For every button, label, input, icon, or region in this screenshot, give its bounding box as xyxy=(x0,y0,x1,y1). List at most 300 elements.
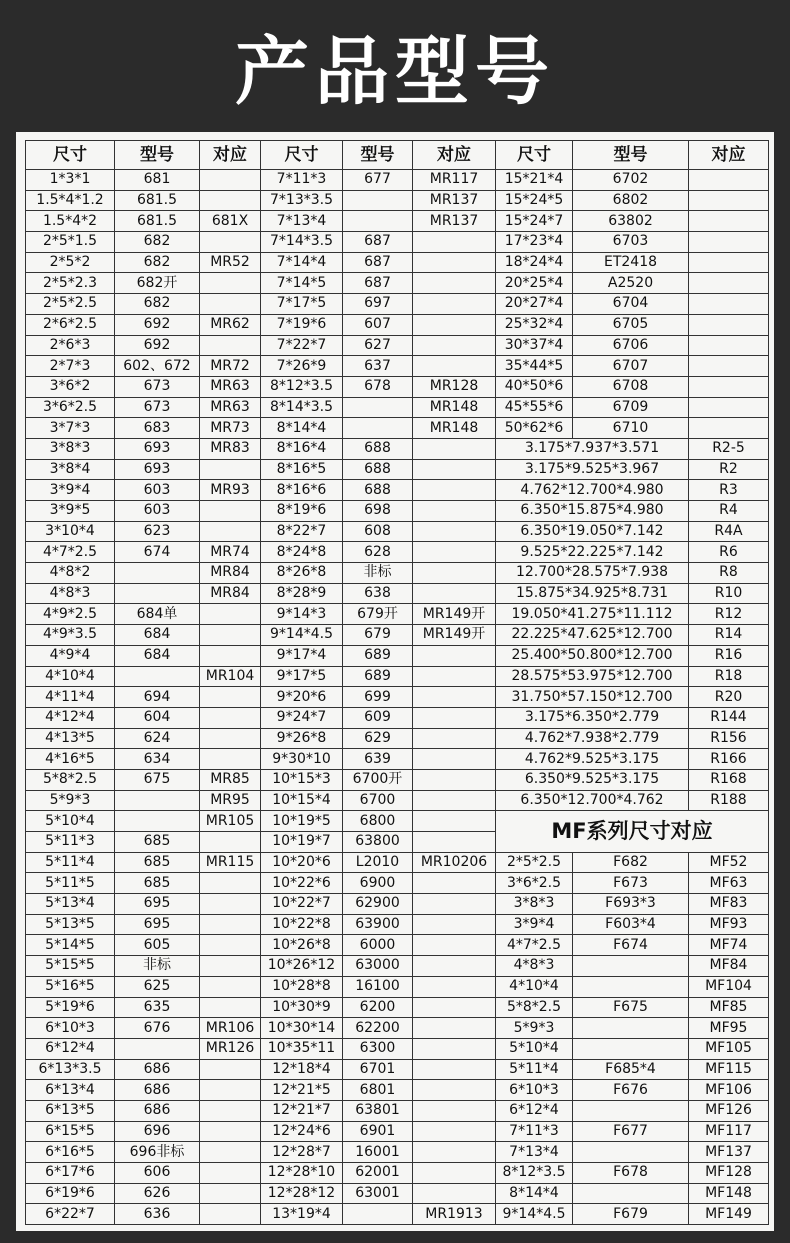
table-cell: MF93 xyxy=(689,914,769,935)
table-cell: MF137 xyxy=(689,1142,769,1163)
table-cell: 685 xyxy=(115,873,200,894)
table-cell: 6900 xyxy=(343,873,413,894)
table-cell: 5*11*3 xyxy=(26,832,115,853)
table-cell: 694 xyxy=(115,687,200,708)
table-cell xyxy=(413,252,496,273)
model-table xyxy=(25,140,769,1225)
table-cell: 684 xyxy=(115,645,200,666)
table-cell: 607 xyxy=(343,314,413,335)
table-cell xyxy=(115,811,200,832)
table-cell: 4*10*4 xyxy=(496,976,573,997)
table-cell: 629 xyxy=(343,728,413,749)
table-cell: F676 xyxy=(573,1080,689,1101)
table-cell: R6 xyxy=(689,542,769,563)
table-cell: 4*8*2 xyxy=(26,563,115,584)
table-cell: 6*13*4 xyxy=(26,1080,115,1101)
table-cell xyxy=(689,232,769,253)
table-row xyxy=(26,501,769,522)
table-cell: 62900 xyxy=(343,894,413,915)
table-cell: 6709 xyxy=(573,397,689,418)
table-cell: 4*8*3 xyxy=(26,583,115,604)
table-cell: 688 xyxy=(343,438,413,459)
table-cell: MR148 xyxy=(413,418,496,439)
table-row xyxy=(26,645,769,666)
table-cell: R14 xyxy=(689,625,769,646)
table-cell xyxy=(413,356,496,377)
table-cell: F675 xyxy=(573,997,689,1018)
table-row xyxy=(26,170,769,191)
table-row xyxy=(26,356,769,377)
table-cell: 10*15*3 xyxy=(261,769,343,790)
table-cell: 16001 xyxy=(343,1142,413,1163)
table-cell: R2-5 xyxy=(689,438,769,459)
table-cell xyxy=(413,707,496,728)
table-cell: 2*5*2.5 xyxy=(496,852,573,873)
table-cell: 9*20*6 xyxy=(261,687,343,708)
table-cell xyxy=(413,1183,496,1204)
table-cell xyxy=(200,645,261,666)
table-cell xyxy=(200,1100,261,1121)
table-cell: 8*22*7 xyxy=(261,521,343,542)
table-cell: MR149开 xyxy=(413,625,496,646)
table-cell xyxy=(200,707,261,728)
table-cell: 6200 xyxy=(343,997,413,1018)
table-row xyxy=(26,728,769,749)
table-cell: 696 xyxy=(115,1121,200,1142)
table-cell: MR137 xyxy=(413,190,496,211)
table-row xyxy=(26,438,769,459)
table-cell: 7*14*4 xyxy=(261,252,343,273)
col-header: 型号 xyxy=(115,141,200,170)
table-cell: 25*32*4 xyxy=(496,314,573,335)
table-cell: 15*24*5 xyxy=(496,190,573,211)
table-cell: 8*14*4 xyxy=(261,418,343,439)
table-row xyxy=(26,811,769,832)
table-cell: MR52 xyxy=(200,252,261,273)
table-cell: 693 xyxy=(115,459,200,480)
table-cell: 7*26*9 xyxy=(261,356,343,377)
table-cell: 35*44*5 xyxy=(496,356,573,377)
table-cell: 673 xyxy=(115,376,200,397)
table-cell xyxy=(115,666,200,687)
table-row xyxy=(26,563,769,584)
table-cell: 7*22*7 xyxy=(261,335,343,356)
table-cell: 62200 xyxy=(343,1018,413,1039)
table-cell: 689 xyxy=(343,666,413,687)
table-cell xyxy=(413,1163,496,1184)
table-cell: F685*4 xyxy=(573,1059,689,1080)
table-cell xyxy=(413,728,496,749)
table-cell: R144 xyxy=(689,707,769,728)
table-cell xyxy=(200,1204,261,1225)
table-cell xyxy=(689,418,769,439)
table-cell: MR105 xyxy=(200,811,261,832)
table-cell: 6701 xyxy=(343,1059,413,1080)
table-cell: 4.762*9.525*3.175 xyxy=(496,749,689,770)
table-cell: R3 xyxy=(689,480,769,501)
table-cell: 697 xyxy=(343,294,413,315)
table-row xyxy=(26,790,769,811)
table-row xyxy=(26,1204,769,1225)
table-row xyxy=(26,1018,769,1039)
table-cell: 6802 xyxy=(573,190,689,211)
table-cell xyxy=(689,252,769,273)
table-cell: R168 xyxy=(689,769,769,790)
table-cell: 687 xyxy=(343,252,413,273)
table-cell: 602、672 xyxy=(115,356,200,377)
table-cell xyxy=(200,873,261,894)
table-cell: 10*26*8 xyxy=(261,935,343,956)
table-cell: 6.350*15.875*4.980 xyxy=(496,501,689,522)
table-cell: 5*10*4 xyxy=(496,1038,573,1059)
table-cell: 16100 xyxy=(343,976,413,997)
table-cell: 6*15*5 xyxy=(26,1121,115,1142)
table-row xyxy=(26,294,769,315)
table-row xyxy=(26,625,769,646)
table-cell: 12*28*7 xyxy=(261,1142,343,1163)
table-cell: 7*13*3.5 xyxy=(261,190,343,211)
table-cell xyxy=(115,1038,200,1059)
table-cell: 634 xyxy=(115,749,200,770)
table-cell: 5*14*5 xyxy=(26,935,115,956)
table-cell: MR73 xyxy=(200,418,261,439)
table-cell: 7*19*6 xyxy=(261,314,343,335)
table-cell: 5*11*5 xyxy=(26,873,115,894)
table-cell: 20*25*4 xyxy=(496,273,573,294)
table-cell: 682 xyxy=(115,252,200,273)
table-cell: MF106 xyxy=(689,1080,769,1101)
table-cell: 6*10*3 xyxy=(26,1018,115,1039)
table-cell xyxy=(413,563,496,584)
table-cell xyxy=(413,666,496,687)
table-cell xyxy=(413,1142,496,1163)
table-cell: 626 xyxy=(115,1183,200,1204)
table-cell: 1*3*1 xyxy=(26,170,115,191)
page-title: 产品型号 xyxy=(235,29,555,115)
table-row xyxy=(26,252,769,273)
table-cell: 12*21*5 xyxy=(261,1080,343,1101)
table-cell xyxy=(573,976,689,997)
table-cell: F679 xyxy=(573,1204,689,1225)
table-cell: MR137 xyxy=(413,211,496,232)
table-row xyxy=(26,418,769,439)
table-cell: MF149 xyxy=(689,1204,769,1225)
table-cell: 696非标 xyxy=(115,1142,200,1163)
table-cell xyxy=(200,1142,261,1163)
table-cell xyxy=(413,811,496,832)
table-cell: MR104 xyxy=(200,666,261,687)
table-cell: R8 xyxy=(689,563,769,584)
table-cell: F693*3 xyxy=(573,894,689,915)
table-cell: 5*10*4 xyxy=(26,811,115,832)
table-cell: 695 xyxy=(115,894,200,915)
table-cell xyxy=(200,1059,261,1080)
table-cell xyxy=(413,1059,496,1080)
col-header: 尺寸 xyxy=(26,141,115,170)
table-cell xyxy=(413,790,496,811)
table-cell xyxy=(413,542,496,563)
table-cell: MR126 xyxy=(200,1038,261,1059)
table-cell: R2 xyxy=(689,459,769,480)
table-cell: 695 xyxy=(115,914,200,935)
table-row xyxy=(26,976,769,997)
table-cell: 604 xyxy=(115,707,200,728)
table-cell: 6710 xyxy=(573,418,689,439)
col-header: 对应 xyxy=(689,141,769,170)
table-cell: 681 xyxy=(115,170,200,191)
table-row xyxy=(26,956,769,977)
table-cell xyxy=(413,749,496,770)
table-cell xyxy=(343,211,413,232)
table-row xyxy=(26,1163,769,1184)
table-cell: 679开 xyxy=(343,604,413,625)
table-cell xyxy=(413,645,496,666)
table-cell: MF85 xyxy=(689,997,769,1018)
table-cell: R166 xyxy=(689,749,769,770)
table-cell: 10*35*11 xyxy=(261,1038,343,1059)
table-row xyxy=(26,935,769,956)
table-cell: MF148 xyxy=(689,1183,769,1204)
table-cell: 3*8*3 xyxy=(496,894,573,915)
table-cell xyxy=(413,314,496,335)
table-cell: 10*22*8 xyxy=(261,914,343,935)
table-row xyxy=(26,914,769,935)
table-cell: 8*26*8 xyxy=(261,563,343,584)
table-cell: 9*30*10 xyxy=(261,749,343,770)
table-cell: 7*11*3 xyxy=(261,170,343,191)
table-cell xyxy=(200,914,261,935)
table-cell: 603 xyxy=(115,480,200,501)
table-cell xyxy=(689,314,769,335)
table-cell: 4*7*2.5 xyxy=(26,542,115,563)
table-cell: 6700开 xyxy=(343,769,413,790)
table-row xyxy=(26,542,769,563)
table-cell xyxy=(413,976,496,997)
table-body xyxy=(26,170,769,1225)
table-cell xyxy=(200,728,261,749)
table-cell: 5*13*4 xyxy=(26,894,115,915)
table-row xyxy=(26,873,769,894)
table-cell xyxy=(200,997,261,1018)
table-cell: MR10206 xyxy=(413,852,496,873)
table-cell xyxy=(689,335,769,356)
table-cell xyxy=(573,1183,689,1204)
table-cell: MF104 xyxy=(689,976,769,997)
table-row xyxy=(26,480,769,501)
table-row xyxy=(26,273,769,294)
table-cell xyxy=(343,190,413,211)
header-banner xyxy=(0,0,790,132)
table-cell: 623 xyxy=(115,521,200,542)
table-row xyxy=(26,997,769,1018)
table-cell: 684 xyxy=(115,625,200,646)
table-cell: 6.350*19.050*7.142 xyxy=(496,521,689,542)
table-cell: R188 xyxy=(689,790,769,811)
table-cell: MR149开 xyxy=(413,604,496,625)
table-cell: 40*50*6 xyxy=(496,376,573,397)
table-cell: 20*27*4 xyxy=(496,294,573,315)
table-cell: 4*12*4 xyxy=(26,707,115,728)
table-cell: 681.5 xyxy=(115,211,200,232)
table-cell: F682 xyxy=(573,852,689,873)
table-cell: 3*8*4 xyxy=(26,459,115,480)
table-cell xyxy=(115,583,200,604)
table-cell: 7*17*5 xyxy=(261,294,343,315)
table-cell xyxy=(200,604,261,625)
table-cell: 627 xyxy=(343,335,413,356)
table-cell: 5*8*2.5 xyxy=(496,997,573,1018)
col-header: 对应 xyxy=(200,141,261,170)
table-cell: 62001 xyxy=(343,1163,413,1184)
table-cell xyxy=(413,894,496,915)
table-cell xyxy=(413,956,496,977)
table-row xyxy=(26,852,769,873)
table-cell: 639 xyxy=(343,749,413,770)
table-cell: 6000 xyxy=(343,935,413,956)
table-cell: 9*14*4.5 xyxy=(496,1204,573,1225)
table-cell xyxy=(200,294,261,315)
table-cell: 2*6*3 xyxy=(26,335,115,356)
table-cell: 3*6*2.5 xyxy=(26,397,115,418)
table-cell: MR148 xyxy=(413,397,496,418)
table-cell xyxy=(413,438,496,459)
table-cell: 4*11*4 xyxy=(26,687,115,708)
table-cell: 3*9*4 xyxy=(26,480,115,501)
table-cell: 10*30*14 xyxy=(261,1018,343,1039)
col-header: 对应 xyxy=(413,141,496,170)
table-cell: 684单 xyxy=(115,604,200,625)
table-cell: 687 xyxy=(343,232,413,253)
table-cell: R20 xyxy=(689,687,769,708)
table-cell: 9*17*4 xyxy=(261,645,343,666)
table-cell xyxy=(573,956,689,977)
table-cell: 13*19*4 xyxy=(261,1204,343,1225)
table-cell: 63800 xyxy=(343,832,413,853)
table-cell: 3.175*9.525*3.967 xyxy=(496,459,689,480)
table-row xyxy=(26,1183,769,1204)
table-cell: 12*24*6 xyxy=(261,1121,343,1142)
table-cell: 30*37*4 xyxy=(496,335,573,356)
table-cell: 679 xyxy=(343,625,413,646)
table-row xyxy=(26,1080,769,1101)
table-cell: 3*9*4 xyxy=(496,914,573,935)
table-cell xyxy=(689,211,769,232)
table-cell xyxy=(200,1121,261,1142)
table-cell: 28.575*53.975*12.700 xyxy=(496,666,689,687)
table-cell: 8*16*6 xyxy=(261,480,343,501)
table-cell: F677 xyxy=(573,1121,689,1142)
table-cell: 4*9*2.5 xyxy=(26,604,115,625)
table-cell xyxy=(413,997,496,1018)
table-cell: 非标 xyxy=(343,563,413,584)
table-cell: 6801 xyxy=(343,1080,413,1101)
table-cell: 6*13*3.5 xyxy=(26,1059,115,1080)
table-row xyxy=(26,583,769,604)
table-cell: 7*14*5 xyxy=(261,273,343,294)
table-cell: 638 xyxy=(343,583,413,604)
table-cell xyxy=(413,1018,496,1039)
col-header: 尺寸 xyxy=(496,141,573,170)
table-row xyxy=(26,397,769,418)
table-row xyxy=(26,459,769,480)
table-cell: 6*19*6 xyxy=(26,1183,115,1204)
table-cell: 2*6*2.5 xyxy=(26,314,115,335)
table-cell xyxy=(573,1018,689,1039)
table-row xyxy=(26,687,769,708)
table-cell: 15.875*34.925*8.731 xyxy=(496,583,689,604)
col-header: 型号 xyxy=(573,141,689,170)
table-cell: 687 xyxy=(343,273,413,294)
table-row xyxy=(26,707,769,728)
table-cell: 10*22*6 xyxy=(261,873,343,894)
table-cell xyxy=(413,687,496,708)
table-cell xyxy=(200,625,261,646)
table-row xyxy=(26,335,769,356)
table-cell: 63000 xyxy=(343,956,413,977)
table-cell: R156 xyxy=(689,728,769,749)
table-cell: 4*10*4 xyxy=(26,666,115,687)
table-cell xyxy=(413,1038,496,1059)
table-cell: 12*28*10 xyxy=(261,1163,343,1184)
table-cell: MR95 xyxy=(200,790,261,811)
table-cell: MR93 xyxy=(200,480,261,501)
table-cell: 9*17*5 xyxy=(261,666,343,687)
table-cell: 3*9*5 xyxy=(26,501,115,522)
table-cell: 5*13*5 xyxy=(26,914,115,935)
table-cell: F603*4 xyxy=(573,914,689,935)
table-cell: 609 xyxy=(343,707,413,728)
table-cell: 689 xyxy=(343,645,413,666)
table-cell: 10*30*9 xyxy=(261,997,343,1018)
table-cell xyxy=(689,397,769,418)
table-cell xyxy=(413,273,496,294)
table-row xyxy=(26,1121,769,1142)
table-cell: 628 xyxy=(343,542,413,563)
table-cell xyxy=(200,894,261,915)
table-cell: 2*5*2.3 xyxy=(26,273,115,294)
table-cell: 3*8*3 xyxy=(26,438,115,459)
table-cell xyxy=(413,335,496,356)
table-cell: 688 xyxy=(343,459,413,480)
table-row xyxy=(26,521,769,542)
table-cell: 8*24*8 xyxy=(261,542,343,563)
table-cell: 6*13*5 xyxy=(26,1100,115,1121)
model-sheet xyxy=(16,132,774,1231)
table-cell: 3*6*2 xyxy=(26,376,115,397)
table-cell xyxy=(115,563,200,584)
table-row xyxy=(26,211,769,232)
table-cell: 7*13*4 xyxy=(496,1142,573,1163)
table-cell: 3*6*2.5 xyxy=(496,873,573,894)
mf-series-heading: MF系列尺寸对应 xyxy=(496,811,769,852)
table-cell: 63801 xyxy=(343,1100,413,1121)
table-cell: MR115 xyxy=(200,852,261,873)
table-cell: 3*10*4 xyxy=(26,521,115,542)
table-cell: 678 xyxy=(343,376,413,397)
table-cell xyxy=(689,170,769,191)
table-cell: 8*12*3.5 xyxy=(496,1163,573,1184)
table-cell: ET2418 xyxy=(573,252,689,273)
table-cell: 4*16*5 xyxy=(26,749,115,770)
table-cell xyxy=(413,501,496,522)
table-cell: 9*24*7 xyxy=(261,707,343,728)
table-cell xyxy=(413,480,496,501)
table-cell: 6707 xyxy=(573,356,689,377)
table-cell xyxy=(115,790,200,811)
table-row xyxy=(26,666,769,687)
table-cell: MR84 xyxy=(200,563,261,584)
table-cell: 605 xyxy=(115,935,200,956)
